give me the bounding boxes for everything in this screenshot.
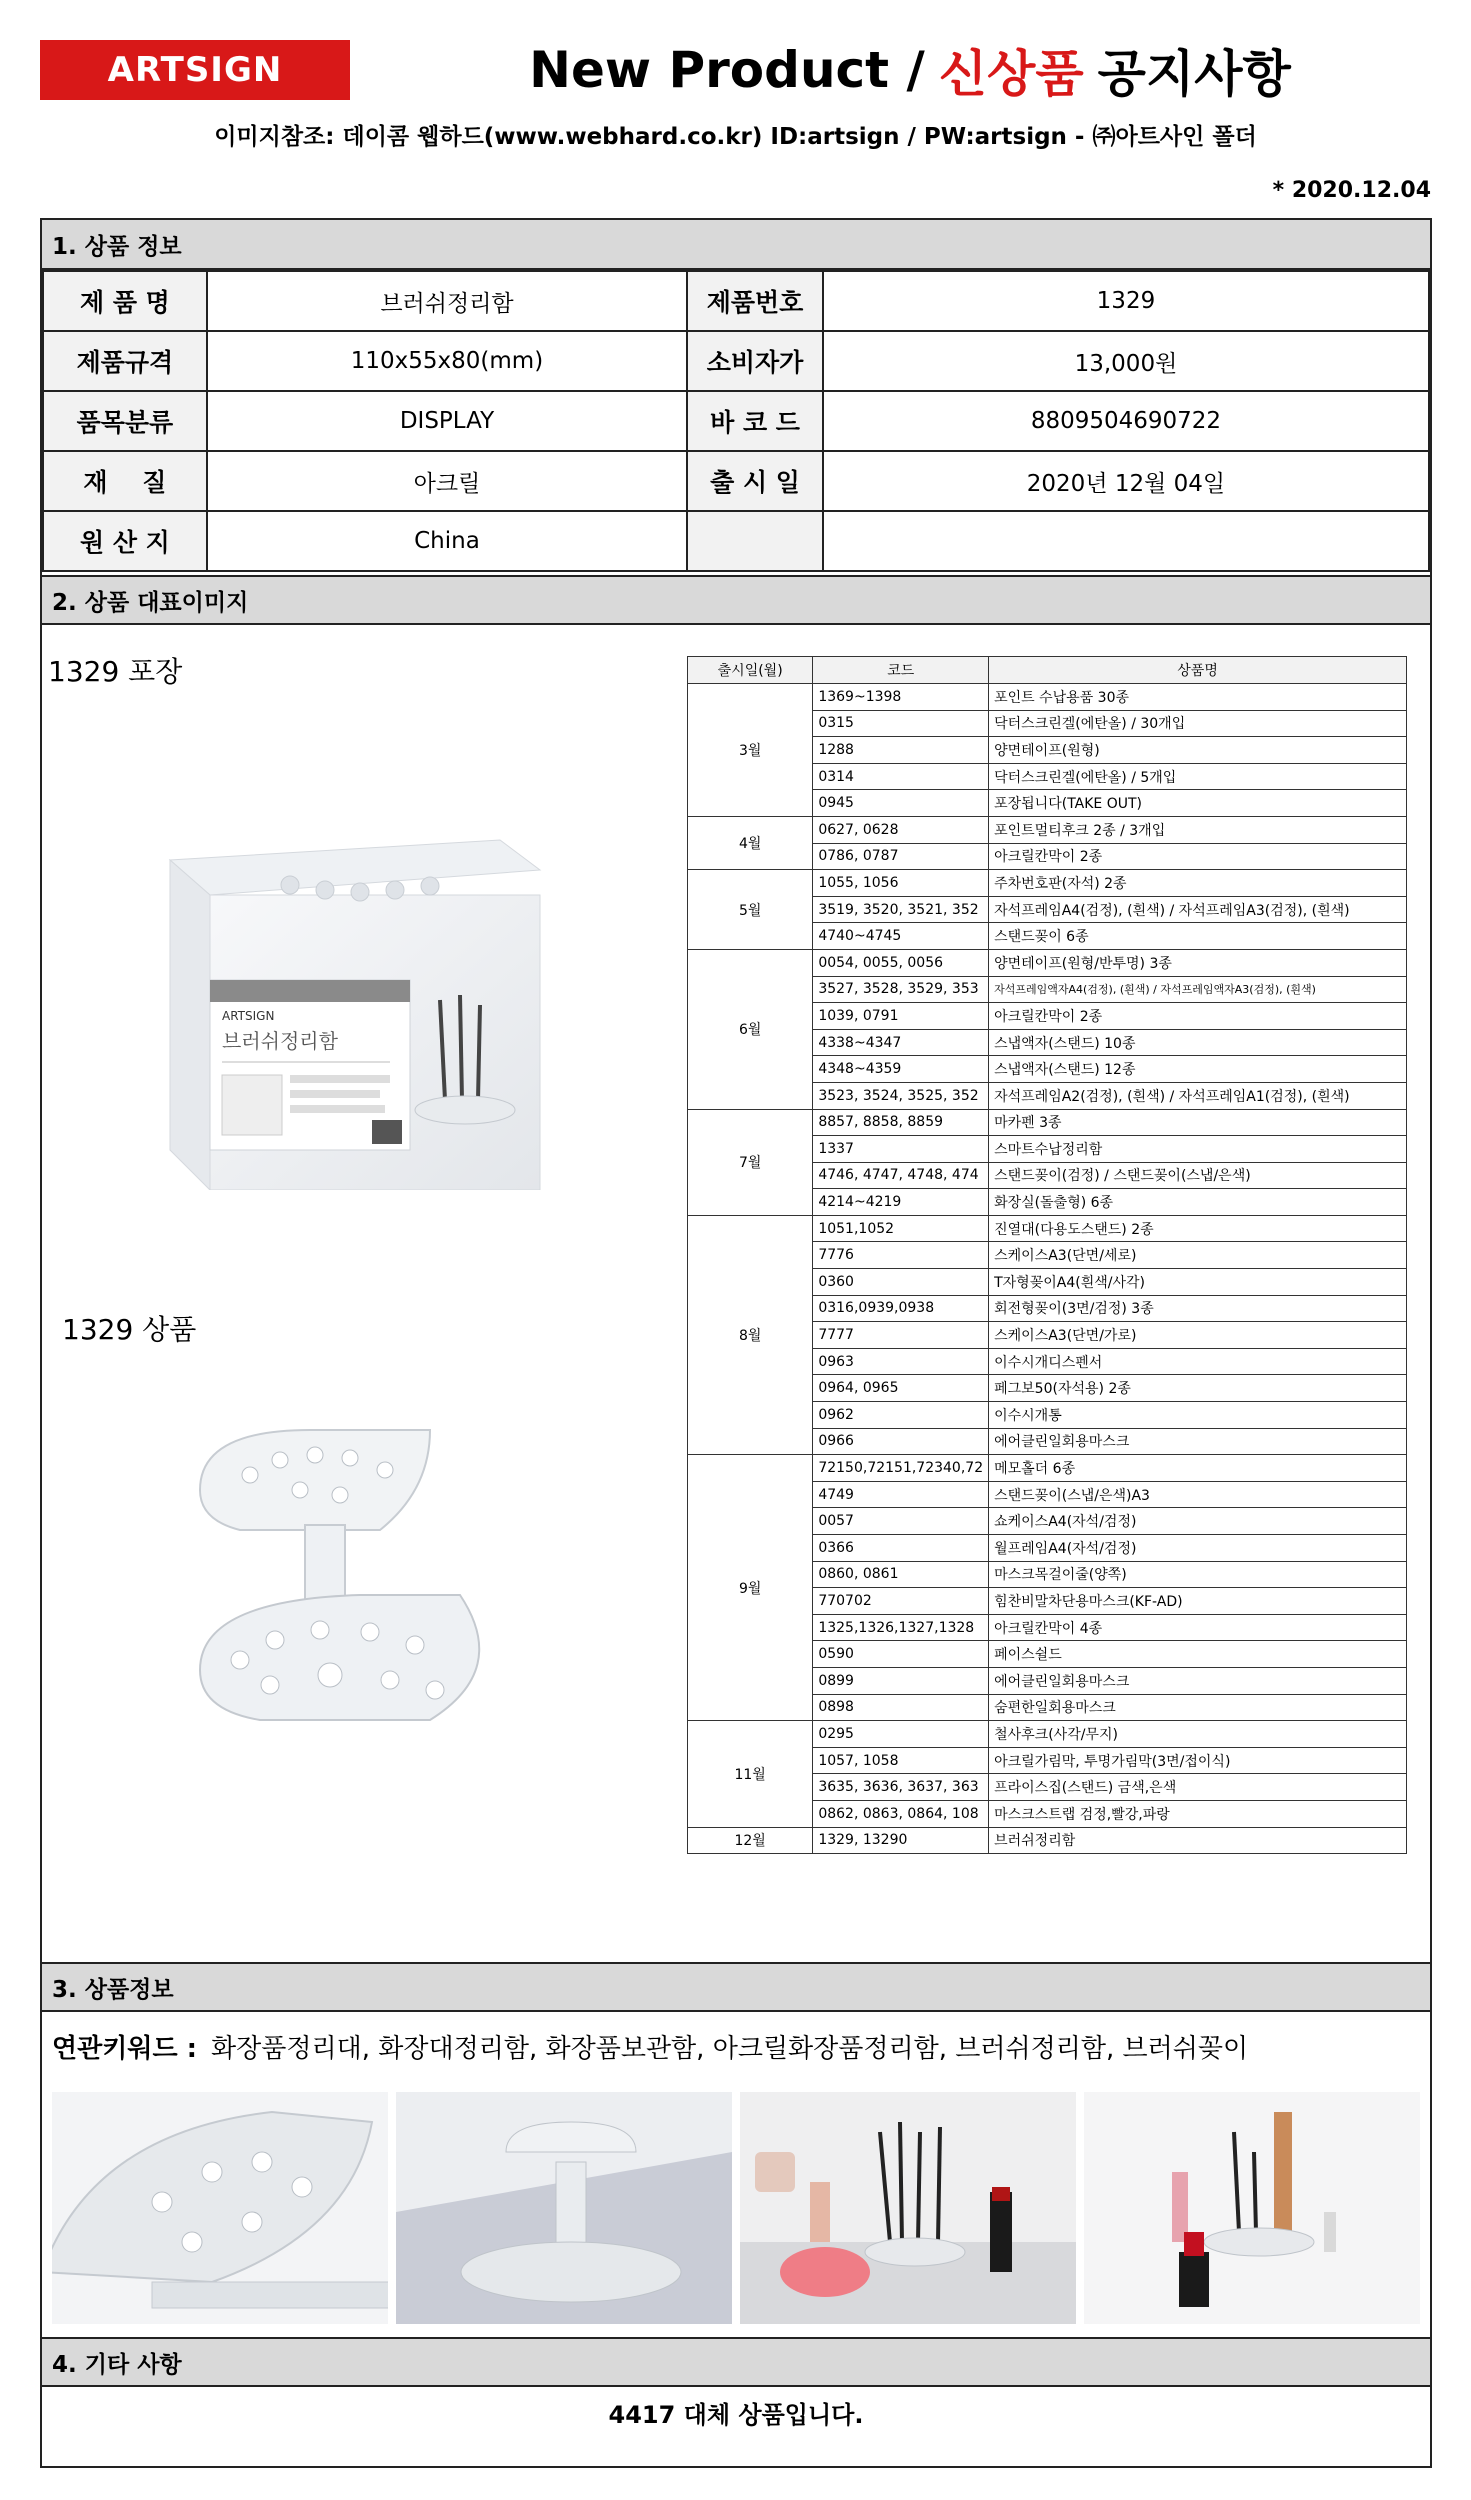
release-month: 9월 xyxy=(688,1455,813,1721)
product-name: 진열대(다용도스탠드) 2종 xyxy=(989,1215,1407,1242)
info-label: 품목분류 xyxy=(43,391,207,451)
product-name: 페그보50(자석용) 2종 xyxy=(989,1375,1407,1402)
product-code: 0295 xyxy=(813,1721,989,1748)
info-value: 8809504690722 xyxy=(823,391,1429,451)
product-name: 마카펜 3종 xyxy=(989,1109,1407,1136)
info-label: 바 코 드 xyxy=(687,391,823,451)
notice-date: * 2020.12.04 xyxy=(1272,178,1431,203)
product-name: 스탠드꽂이(검정) / 스탠드꽂이(스냅/은색) xyxy=(989,1162,1407,1189)
section-representative-image-heading: 2. 상품 대표이미지 xyxy=(42,575,1430,625)
package-name-text: 브러쉬정리함 xyxy=(222,1029,338,1053)
keyword-label: 연관키워드 : xyxy=(52,2034,198,2064)
table-row xyxy=(688,1721,1407,1748)
product-code: 0963 xyxy=(813,1348,989,1375)
product-code: 0590 xyxy=(813,1641,989,1668)
table-row xyxy=(688,816,1407,843)
table-row xyxy=(688,1827,1407,1854)
info-row xyxy=(43,451,1429,511)
table-row xyxy=(688,1455,1407,1482)
info-row xyxy=(43,331,1429,391)
product-code: 0964, 0965 xyxy=(813,1375,989,1402)
product-code: 1337 xyxy=(813,1136,989,1163)
product-name: 양면테이프(원형/반투명) 3종 xyxy=(989,949,1407,976)
product-code: 1039, 0791 xyxy=(813,1003,989,1030)
table-row xyxy=(688,684,1407,711)
product-code: 4338~4347 xyxy=(813,1029,989,1056)
product-name: 양면테이프(원형) xyxy=(989,737,1407,764)
section-other-notes-heading: 4. 기타 사항 xyxy=(42,2337,1430,2387)
product-code: 7776 xyxy=(813,1242,989,1269)
product-name: 힘찬비말차단용마스크(KF-AD) xyxy=(989,1588,1407,1615)
col-header-code: 코드 xyxy=(813,657,989,684)
product-name: 주차번호판(자석) 2종 xyxy=(989,870,1407,897)
release-month: 7월 xyxy=(688,1109,813,1215)
product-code: 8857, 8858, 8859 xyxy=(813,1109,989,1136)
product-code: 0786, 0787 xyxy=(813,843,989,870)
product-name: 스케이스A3(단면/세로) xyxy=(989,1242,1407,1269)
title-highlight: 신상품 xyxy=(938,45,1084,103)
product-code: 3523, 3524, 3525, 352 xyxy=(813,1082,989,1109)
product-name: 이수시개디스펜서 xyxy=(989,1348,1407,1375)
product-name: 자석프레임A2(검정), (흰색) / 자석프레임A1(검정), (흰색) xyxy=(989,1082,1407,1109)
product-image-label: 1329 상품 xyxy=(62,1313,197,1346)
release-month: 6월 xyxy=(688,949,813,1109)
product-name: T자형꽂이A4(흰색/사각) xyxy=(989,1269,1407,1296)
release-month: 3월 xyxy=(688,684,813,817)
section-detail-info-heading: 3. 상품정보 xyxy=(42,1962,1430,2012)
section-product-info-heading: 1. 상품 정보 xyxy=(42,220,1430,270)
product-name: 브러쉬정리함 xyxy=(989,1827,1407,1854)
info-label: 출 시 일 xyxy=(687,451,823,511)
product-photo xyxy=(180,1420,580,1780)
image-reference-note: 이미지참조: 데이콤 웹하드(www.webhard.co.kr) ID:artsign / PW:artsign - ㈜아트사인 폴더 xyxy=(214,124,1257,150)
product-code: 1369~1398 xyxy=(813,684,989,711)
info-value: China xyxy=(207,511,687,571)
product-name: 자석프레임A4(검정), (흰색) / 자석프레임A3(검정), (흰색) xyxy=(989,896,1407,923)
product-code: 1325,1326,1327,1328 xyxy=(813,1614,989,1641)
product-name: 아크릴칸막이 2종 xyxy=(989,1003,1407,1030)
info-value: 110x55x80(mm) xyxy=(207,331,687,391)
title-suffix: 공지사항 xyxy=(1097,45,1291,103)
info-label: 제품규격 xyxy=(43,331,207,391)
product-code: 72150,72151,72340,72 xyxy=(813,1455,989,1482)
info-row xyxy=(43,271,1429,331)
detail-photo-1 xyxy=(52,2092,388,2324)
keyword-list: 화장품정리대, 화장대정리함, 화장품보관함, 아크릴화장품정리함, 브러쉬정리함, 브러쉬꽂이 xyxy=(211,2034,1249,2064)
product-code: 0316,0939,0938 xyxy=(813,1295,989,1322)
product-code: 0315 xyxy=(813,710,989,737)
product-code: 3527, 3528, 3529, 353 xyxy=(813,976,989,1003)
info-value: 1329 xyxy=(823,271,1429,331)
product-name: 스탠드꽂이(스냅/은색)A3 xyxy=(989,1481,1407,1508)
product-name: 화장실(돌출형) 6종 xyxy=(989,1189,1407,1216)
product-name: 포인트 수납용품 30종 xyxy=(989,684,1407,711)
product-code: 4348~4359 xyxy=(813,1056,989,1083)
product-info-table xyxy=(42,270,1430,572)
product-name: 자석프레임액자A4(검정), (흰색) / 자석프레임액자A3(검정), (흰색) xyxy=(989,976,1407,1003)
product-code: 0899 xyxy=(813,1667,989,1694)
info-value: 13,000원 xyxy=(823,331,1429,391)
artsign-logo: ARTSIGN xyxy=(40,40,350,100)
detail-photo-2 xyxy=(396,2092,732,2324)
detail-photo-3 xyxy=(740,2092,1076,2324)
product-name: 스마트수납정리함 xyxy=(989,1136,1407,1163)
product-code: 770702 xyxy=(813,1588,989,1615)
product-code: 3635, 3636, 3637, 363 xyxy=(813,1774,989,1801)
product-code: 0945 xyxy=(813,790,989,817)
detail-photo-4 xyxy=(1084,2092,1420,2324)
product-code: 4740~4745 xyxy=(813,923,989,950)
product-code: 1057, 1058 xyxy=(813,1747,989,1774)
product-name: 스케이스A3(단면/가로) xyxy=(989,1322,1407,1349)
info-row xyxy=(43,391,1429,451)
product-code: 1288 xyxy=(813,737,989,764)
product-code: 0898 xyxy=(813,1694,989,1721)
product-name: 닥터스크린겔(에탄올) / 5개입 xyxy=(989,763,1407,790)
release-month: 8월 xyxy=(688,1215,813,1454)
product-name: 스냅액자(스탠드) 12종 xyxy=(989,1056,1407,1083)
product-name: 닥터스크린겔(에탄올) / 30개입 xyxy=(989,710,1407,737)
info-label: 소비자가 xyxy=(687,331,823,391)
product-code: 4214~4219 xyxy=(813,1189,989,1216)
title-prefix: New Product / xyxy=(529,41,925,99)
release-month: 5월 xyxy=(688,870,813,950)
product-code: 7777 xyxy=(813,1322,989,1349)
product-code: 1051,1052 xyxy=(813,1215,989,1242)
info-label xyxy=(687,511,823,571)
product-name: 아크릴가림막, 투명가림막(3면/접이식) xyxy=(989,1747,1407,1774)
product-code: 0862, 0863, 0864, 108 xyxy=(813,1800,989,1827)
info-value: 브러쉬정리함 xyxy=(207,271,687,331)
product-name: 숨편한일회용마스크 xyxy=(989,1694,1407,1721)
replacement-notice: 4417 대체 상품입니다. xyxy=(608,2401,864,2429)
product-name: 회전형꽂이(3면/검정) 3종 xyxy=(989,1295,1407,1322)
product-name: 철사후크(사각/무지) xyxy=(989,1721,1407,1748)
product-code: 0966 xyxy=(813,1428,989,1455)
page-title xyxy=(380,30,1440,110)
table-row xyxy=(688,1215,1407,1242)
product-name: 페이스쉴드 xyxy=(989,1641,1407,1668)
table-row xyxy=(688,949,1407,976)
info-label: 재 질 xyxy=(43,451,207,511)
product-code: 4749 xyxy=(813,1481,989,1508)
info-value: 2020년 12월 04일 xyxy=(823,451,1429,511)
product-name: 프라이스집(스탠드) 금색,은색 xyxy=(989,1774,1407,1801)
col-header-product: 상품명 xyxy=(989,657,1407,684)
product-code: 0360 xyxy=(813,1269,989,1296)
product-name: 에어클린일회용마스크 xyxy=(989,1667,1407,1694)
product-code: 0860, 0861 xyxy=(813,1561,989,1588)
package-brand-text: ARTSIGN xyxy=(222,1009,275,1023)
product-code: 0366 xyxy=(813,1535,989,1562)
package-photo xyxy=(140,800,560,1190)
product-name: 스탠드꽂이 6종 xyxy=(989,923,1407,950)
product-name: 메모홀더 6종 xyxy=(989,1455,1407,1482)
table-row xyxy=(688,1109,1407,1136)
related-keywords xyxy=(52,2028,1248,2065)
product-code: 0314 xyxy=(813,763,989,790)
product-name: 에어클린일회용마스크 xyxy=(989,1428,1407,1455)
info-value xyxy=(823,511,1429,571)
product-code: 0054, 0055, 0056 xyxy=(813,949,989,976)
product-code: 1329, 13290 xyxy=(813,1827,989,1854)
product-code: 4746, 4747, 4748, 474 xyxy=(813,1162,989,1189)
info-label: 제품번호 xyxy=(687,271,823,331)
package-image-label: 1329 포장 xyxy=(48,655,183,688)
info-value: DISPLAY xyxy=(207,391,687,451)
product-name: 아크릴칸막이 2종 xyxy=(989,843,1407,870)
table-row xyxy=(688,870,1407,897)
product-name: 포인트멀티후크 2종 / 3개입 xyxy=(989,816,1407,843)
product-name: 쇼케이스A4(자석/검정) xyxy=(989,1508,1407,1535)
release-month: 4월 xyxy=(688,816,813,869)
release-history-table xyxy=(687,656,1407,1854)
product-code: 0962 xyxy=(813,1402,989,1429)
info-row xyxy=(43,511,1429,571)
product-code: 1055, 1056 xyxy=(813,870,989,897)
product-name: 스냅액자(스탠드) 10종 xyxy=(989,1029,1407,1056)
product-name: 마스크스트랩 검정,빨강,파랑 xyxy=(989,1800,1407,1827)
product-name: 마스크목걸이줄(양쪽) xyxy=(989,1561,1407,1588)
product-name: 이수시개통 xyxy=(989,1402,1407,1429)
product-code: 0627, 0628 xyxy=(813,816,989,843)
info-label: 원 산 지 xyxy=(43,511,207,571)
product-code: 3519, 3520, 3521, 352 xyxy=(813,896,989,923)
product-code: 0057 xyxy=(813,1508,989,1535)
release-month: 11월 xyxy=(688,1721,813,1827)
product-name: 월프레임A4(자석/검정) xyxy=(989,1535,1407,1562)
info-value: 아크릴 xyxy=(207,451,687,511)
col-header-month: 출시일(월) xyxy=(688,657,813,684)
product-name: 아크릴칸막이 4종 xyxy=(989,1614,1407,1641)
product-name: 포장됩니다(TAKE OUT) xyxy=(989,790,1407,817)
info-label: 제 품 명 xyxy=(43,271,207,331)
release-month: 12월 xyxy=(688,1827,813,1854)
